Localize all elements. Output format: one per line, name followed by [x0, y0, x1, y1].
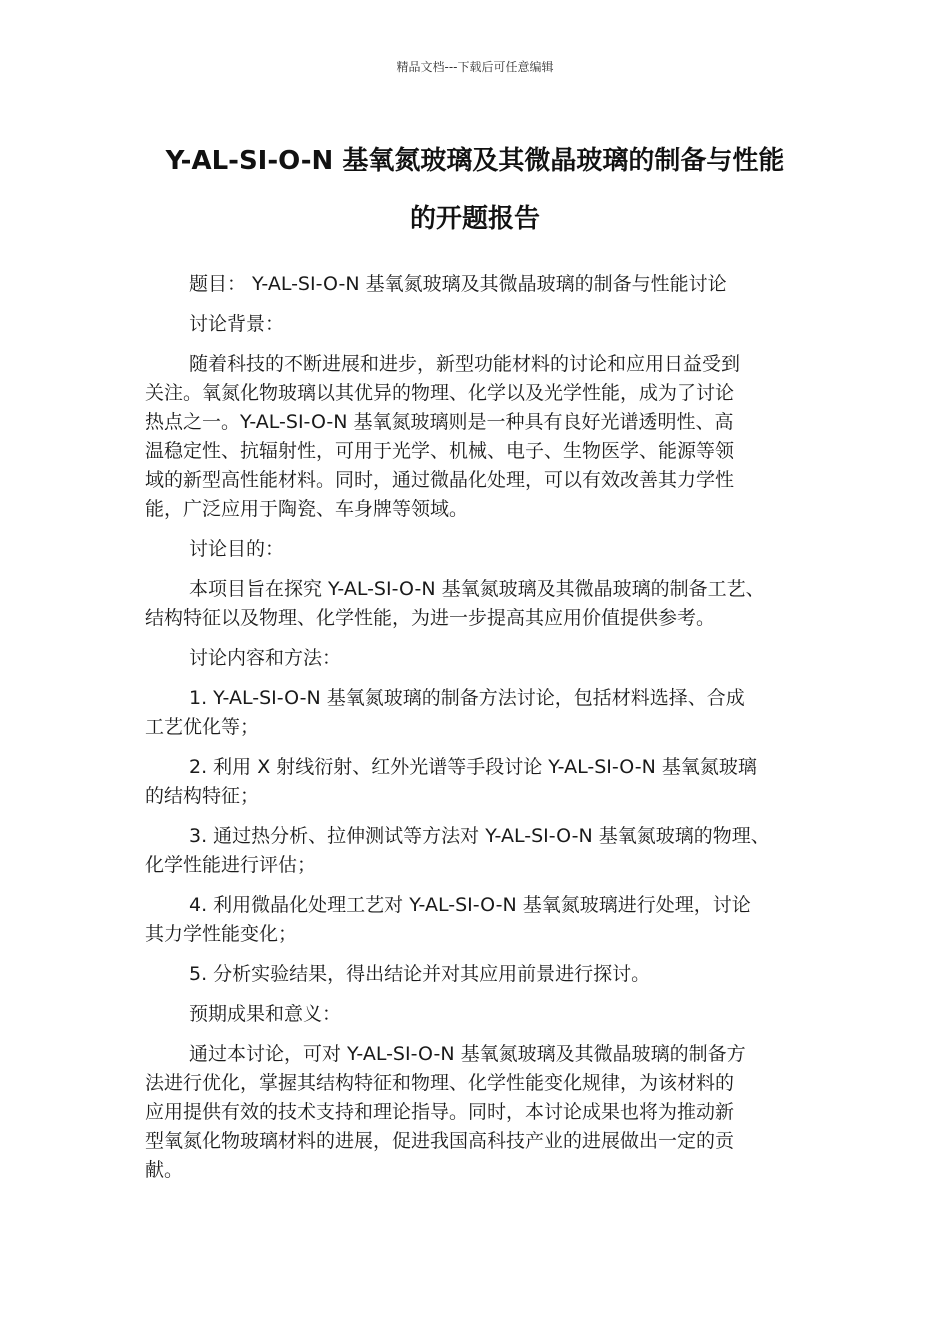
- paragraph-line: 其力学性能变化；: [145, 923, 298, 945]
- paragraph-line: 4. 利用微晶化处理工艺对 Y-AL-SI-O-N 基氧氮玻璃进行处理，讨论: [189, 894, 751, 916]
- paragraph: [145, 350, 810, 524]
- paragraph: [145, 575, 810, 633]
- paragraph-line: 5. 分析实验结果，得出结论并对其应用前景进行探讨。: [189, 963, 651, 985]
- paragraph-line: 温稳定性、抗辐射性，可用于光学、机械、电子、生物医学、能源等领: [145, 440, 735, 462]
- document-title: [130, 132, 820, 248]
- paragraph-line: 2. 利用 X 射线衍射、红外光谱等手段讨论 Y-AL-SI-O-N 基氧氮玻璃: [189, 756, 757, 778]
- paragraph: [145, 753, 810, 811]
- paragraph-line: 1. Y-AL-SI-O-N 基氧氮玻璃的制备方法讨论，包括材料选择、合成: [189, 687, 745, 709]
- title-line-1: Y-AL-SI-O-N 基氧氮玻璃及其微晶玻璃的制备与性能: [165, 146, 785, 176]
- paragraph-line: 通过本讨论，可对 Y-AL-SI-O-N 基氧氮玻璃及其微晶玻璃的制备方: [189, 1043, 746, 1065]
- paragraph: [145, 310, 810, 339]
- paragraph: [145, 960, 810, 989]
- paragraph-line: 讨论内容和方法：: [189, 647, 342, 669]
- paragraph-line: 域的新型高性能材料。同时，通过微晶化处理，可以有效改善其力学性: [145, 469, 735, 491]
- paragraph: [145, 822, 810, 880]
- paragraph: [145, 1000, 810, 1029]
- paragraph: [145, 270, 810, 299]
- paragraph-line: 能，广泛应用于陶瓷、车身牌等领域。: [145, 498, 469, 520]
- paragraph: [145, 1040, 810, 1185]
- paragraph: [145, 535, 810, 564]
- paragraph-line: 讨论背景：: [189, 313, 285, 335]
- paragraph: [145, 684, 810, 742]
- paragraph-line: 化学性能进行评估；: [145, 854, 317, 876]
- paragraph-line: 讨论目的：: [189, 538, 285, 560]
- paragraph-line: 工艺优化等；: [145, 716, 260, 738]
- paragraph-line: 本项目旨在探究 Y-AL-SI-O-N 基氧氮玻璃及其微晶玻璃的制备工艺、: [189, 578, 765, 600]
- header-note: 精品文档---下载后可任意编辑: [396, 60, 554, 74]
- paragraph: [145, 891, 810, 949]
- paragraph-line: 热点之一。Y-AL-SI-O-N 基氧氮玻璃则是一种具有良好光谱透明性、高: [145, 411, 734, 433]
- document-body: [145, 270, 810, 1196]
- paragraph-line: 法进行优化，掌握其结构特征和物理、化学性能变化规律，为该材料的: [145, 1072, 735, 1094]
- paragraph-line: 随着科技的不断进展和进步，新型功能材料的讨论和应用日益受到: [189, 353, 741, 375]
- paragraph-line: 应用提供有效的技术支持和理论指导。同时，本讨论成果也将为推动新: [145, 1101, 735, 1123]
- paragraph-line: 3. 通过热分析、拉伸测试等方法对 Y-AL-SI-O-N 基氧氮玻璃的物理、: [189, 825, 770, 847]
- paragraph-line: 预期成果和意义：: [189, 1003, 342, 1025]
- paragraph-line: 题目： Y-AL-SI-O-N 基氧氮玻璃及其微晶玻璃的制备与性能讨论: [189, 273, 727, 295]
- paragraph-line: 献。: [145, 1159, 184, 1181]
- paragraph-line: 的结构特征；: [145, 785, 260, 807]
- paragraph-line: 结构特征以及物理、化学性能，为进一步提高其应用价值提供参考。: [145, 607, 716, 629]
- paragraph-line: 型氧氮化物玻璃材料的进展，促进我国高科技产业的进展做出一定的贡: [145, 1130, 735, 1152]
- paragraph-line: 关注。氧氮化物玻璃以其优异的物理、化学以及光学性能，成为了讨论: [145, 382, 735, 404]
- title-line-2: 的开题报告: [409, 204, 540, 234]
- paragraph: [145, 644, 810, 673]
